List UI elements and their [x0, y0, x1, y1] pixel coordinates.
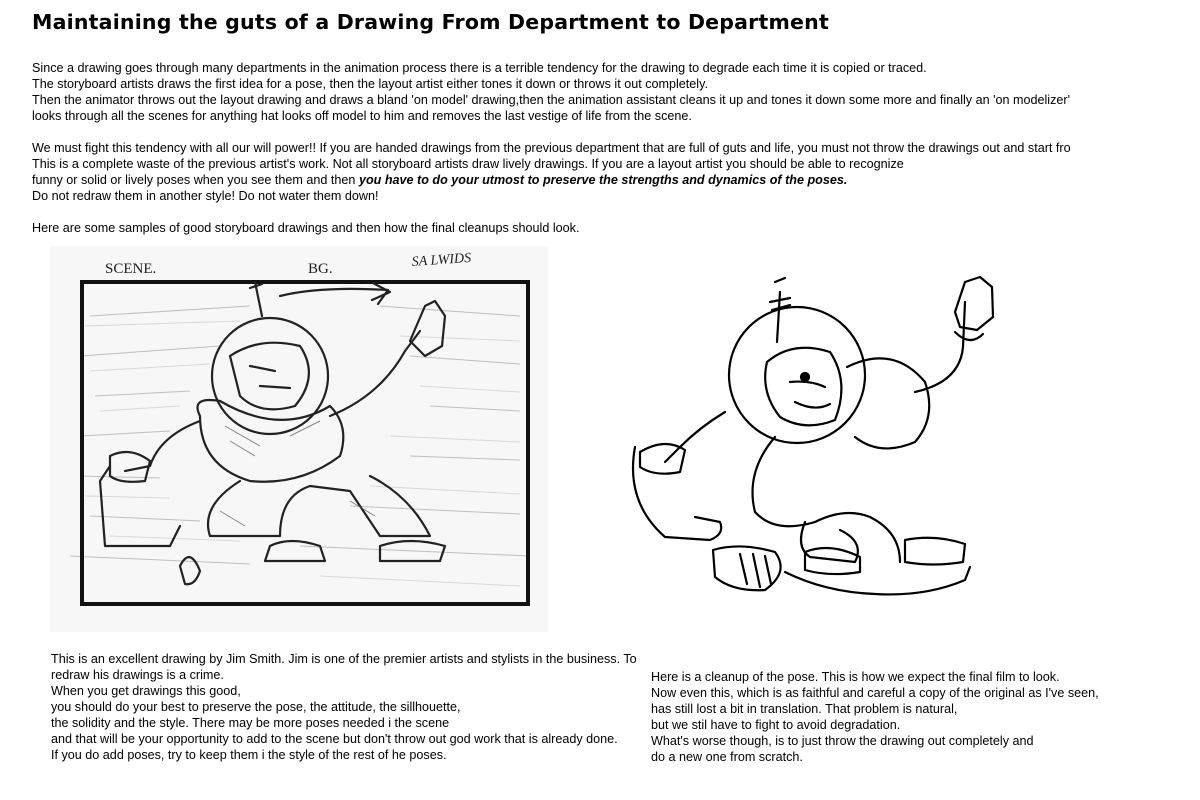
intro-paragraph: Since a drawing goes through many departments in the animation process there is a terrible tendency for the drawing to degrade each time it is copied or traced. [32, 61, 927, 75]
page-title: Maintaining the guts of a Drawing From Department to Department [32, 10, 829, 34]
caption-line: and that will be your opportunity to add to the scene but don't throw out god work that is already done. [51, 732, 618, 746]
intro-text-plain: funny or solid or lively poses when you see them and then [32, 173, 359, 187]
scene-label: SCENE. [105, 261, 157, 277]
cleanup-line-art [625, 272, 1010, 608]
intro-paragraph: This is a complete waste of the previous artist's work. Not all storyboard artists draw lively drawings. If you are a layout artist you should be able to recognize [32, 157, 904, 171]
storyboard-drawing [50, 246, 548, 632]
caption-line: What's worse though, is to just throw the drawing out completely and [651, 734, 1034, 748]
caption-storyboard [51, 651, 641, 763]
intro-paragraph: Here are some samples of good storyboard drawings and then how the final cleanups should look. [32, 221, 580, 235]
paragraph-gap [32, 204, 1200, 220]
caption-line: you should do your best to preserve the pose, the attitude, the sillhouette, [51, 700, 461, 714]
caption-line: Now even this, which is as faithful and careful a copy of the original as I've seen, [651, 686, 1099, 700]
intro-emphasis: you have to do your utmost to preserve the strengths and dynamics of the poses. [358, 173, 848, 187]
caption-line: has still lost a bit in translation. That problem is natural, [651, 702, 958, 716]
intro-paragraph: Then the animator throws out the layout drawing and draws a bland 'on model' drawing,then the animation assistant cleans it up and tones it down some more and finally an 'on modelizer' [32, 93, 1071, 107]
caption-line: If you do add poses, try to keep them i the style of the rest of he poses. [51, 748, 447, 762]
caption-line: When you get drawings this good, [51, 684, 241, 698]
intro-paragraph: The storyboard artists draws the first idea for a pose, then the layout artist either tones it down or throws it out completely. [32, 77, 708, 91]
intro-paragraph: We must fight this tendency with all our will power!! If you are handed drawings from the previous department that are full of guts and life, you must not throw the drawings out and start fro [32, 141, 1071, 155]
bg-label: BG. [308, 261, 333, 277]
caption-line: but we stil have to fight to avoid degradation. [651, 718, 901, 732]
paragraph-gap [32, 124, 1200, 140]
corner-label: SA LWIDS [411, 250, 472, 270]
intro-paragraph: looks through all the scenes for anything hat looks off model to him and removes the last vestige of life from the scene. [32, 109, 692, 123]
caption-line: the solidity and the style. There may be more poses needed i the scene [51, 716, 450, 730]
intro-paragraph [32, 172, 1200, 188]
storyboard-sketch [50, 246, 548, 632]
cleanup-drawing [625, 272, 1010, 608]
caption-line: do a new one from scratch. [651, 750, 803, 764]
caption-cleanup [651, 669, 1191, 765]
caption-line: Here is a cleanup of the pose. This is how we expect the final film to look. [651, 670, 1060, 684]
intro-text [32, 60, 1200, 236]
caption-line: This is an excellent drawing by Jim Smith. Jim is one of the premier artists and stylists in the business. To redraw his drawings is a crime. [51, 652, 637, 682]
intro-paragraph: Do not redraw them in another style! Do not water them down! [32, 189, 379, 203]
